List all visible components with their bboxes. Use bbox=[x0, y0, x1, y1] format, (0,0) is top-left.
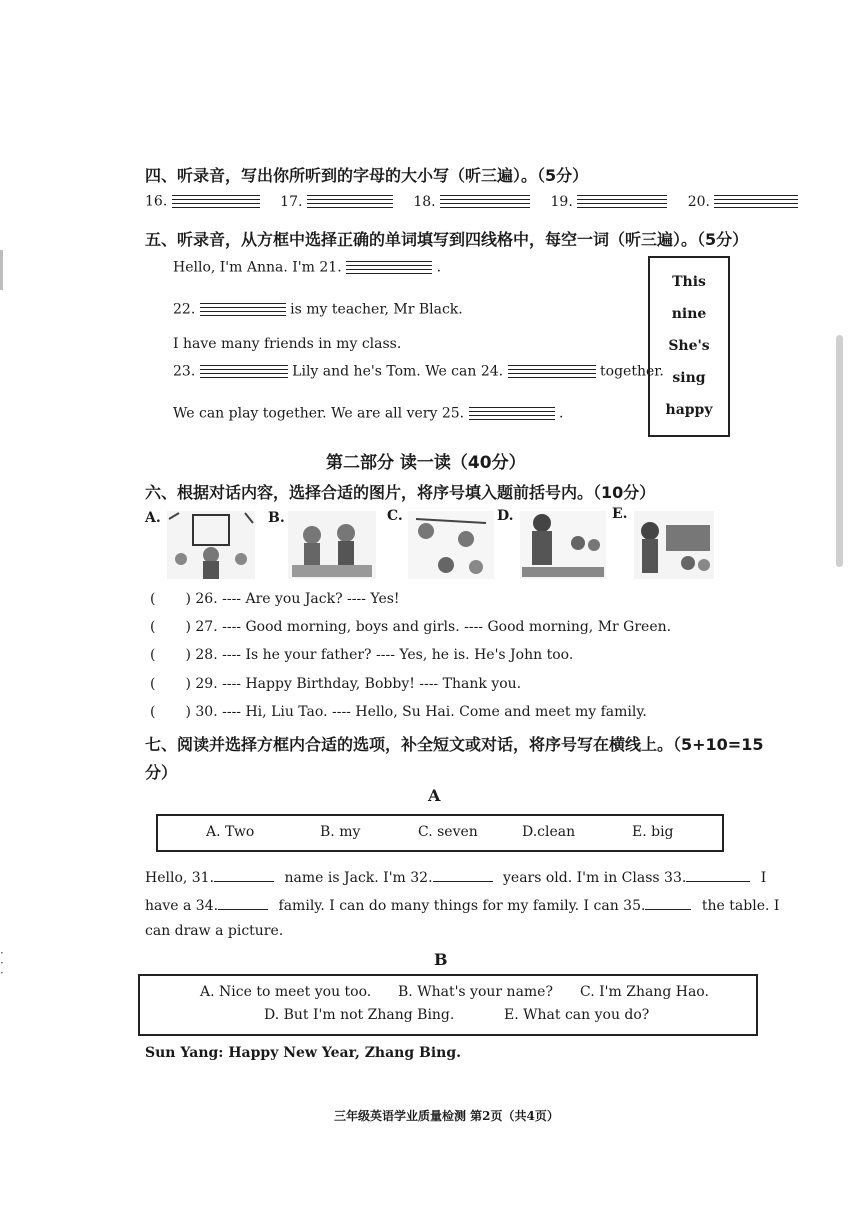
picture-d bbox=[518, 509, 608, 581]
answer-paren-open[interactable]: ( bbox=[150, 676, 156, 692]
blank-32[interactable] bbox=[433, 867, 493, 882]
answer-paren-close: ) bbox=[185, 619, 191, 635]
option-b-e: E. What can you do? bbox=[504, 1007, 650, 1023]
part-a-label: A bbox=[428, 786, 441, 805]
s5-line4-mid: Lily and he's Tom. We can 24. bbox=[292, 363, 504, 380]
picture-e bbox=[632, 509, 716, 581]
part2-title: 第二部分 读一读（40分） bbox=[326, 453, 526, 473]
four-line-grid[interactable] bbox=[200, 300, 286, 319]
word-box bbox=[648, 256, 730, 437]
answer-paren-close: ) bbox=[185, 647, 191, 663]
picture-c bbox=[406, 509, 496, 581]
option-a: A. Two bbox=[206, 824, 255, 840]
option-b: B. my bbox=[320, 824, 361, 840]
blank-34[interactable] bbox=[218, 895, 268, 910]
four-line-grid[interactable] bbox=[307, 192, 393, 211]
answer-paren-open[interactable]: ( bbox=[150, 619, 156, 635]
four-line-grid[interactable] bbox=[577, 192, 667, 211]
s6-question-30 bbox=[150, 704, 647, 720]
s6-question-29 bbox=[150, 676, 521, 692]
four-line-grid[interactable] bbox=[346, 258, 432, 277]
s5-line1-text: Hello, I'm Anna. I'm 21. bbox=[173, 259, 342, 276]
part-a-para-line1 bbox=[145, 867, 766, 886]
section5-header: 五、听录音，从方框中选择正确的单词填写到四线格中，每空一词（听三遍）。（5分） bbox=[145, 230, 749, 249]
option-c: C. seven bbox=[418, 824, 478, 840]
section4-row bbox=[145, 192, 798, 211]
s5-line2-num: 22. bbox=[173, 301, 196, 318]
pic-label-c: C. bbox=[387, 508, 403, 524]
page-footer: 三年级英语学业质量检测 第2页（共4页） bbox=[334, 1109, 559, 1123]
para-text: have a 34. bbox=[145, 898, 219, 914]
part-a-para-line3: can draw a picture. bbox=[145, 923, 284, 939]
section7-header-line2: 分） bbox=[145, 763, 178, 782]
para-text: family. I can do many things for my family. I can 35. bbox=[278, 898, 646, 914]
s5-line4-num: 23. bbox=[173, 363, 196, 380]
section4-header: 四、听录音，写出你所听到的字母的大小写（听三遍）。（5分） bbox=[145, 166, 589, 185]
s5-line3: I have many friends in my class. bbox=[173, 336, 402, 352]
para-text: Hello, 31. bbox=[145, 870, 215, 886]
dialogue-line-1: Sun Yang: Happy New Year, Zhang Bing. bbox=[145, 1045, 462, 1061]
word-option: She's bbox=[668, 338, 710, 354]
question-text: 28. ---- Is he your father? ---- Yes, he is. He's John too. bbox=[195, 647, 574, 663]
option-d: D.clean bbox=[522, 824, 576, 840]
answer-paren-close: ) bbox=[185, 676, 191, 692]
para-text: name is Jack. I'm 32. bbox=[284, 870, 433, 886]
s5-line1-end: . bbox=[436, 259, 442, 276]
item-17: 17. bbox=[280, 193, 303, 210]
option-b-d: D. But I'm not Zhang Bing. bbox=[264, 1007, 455, 1023]
question-text: 27. ---- Good morning, boys and girls. ---- Good morning, Mr Green. bbox=[195, 619, 672, 635]
s5-line2-text: is my teacher, Mr Black. bbox=[290, 301, 463, 318]
pic-label-b: B. bbox=[268, 510, 285, 526]
option-b-a: A. Nice to meet you too. bbox=[200, 984, 372, 1000]
blank-33[interactable] bbox=[686, 867, 750, 882]
four-line-grid[interactable] bbox=[508, 362, 596, 381]
para-text: the table. I bbox=[701, 898, 780, 914]
s5-line4 bbox=[173, 362, 664, 381]
part-a-options-box bbox=[156, 814, 724, 852]
four-line-grid[interactable] bbox=[714, 192, 798, 211]
word-option: sing bbox=[672, 370, 706, 386]
pic-label-e: E. bbox=[612, 506, 628, 522]
s6-question-28 bbox=[150, 647, 573, 663]
answer-paren-close: ) bbox=[185, 591, 191, 607]
four-line-grid[interactable] bbox=[200, 362, 288, 381]
option-e: E. big bbox=[632, 824, 674, 840]
part-b-label: B bbox=[434, 950, 448, 969]
four-line-grid[interactable] bbox=[172, 192, 260, 211]
question-text: 30. ---- Hi, Liu Tao. ---- Hello, Su Hai. Come and meet my family. bbox=[195, 704, 647, 720]
margin-dots: · · · bbox=[0, 946, 4, 980]
s5-line4-end: together. bbox=[600, 363, 664, 380]
s6-question-27 bbox=[150, 619, 671, 635]
item-16: 16. bbox=[145, 193, 168, 210]
blank-35[interactable] bbox=[645, 895, 691, 910]
picture-b bbox=[286, 509, 378, 581]
answer-paren-open[interactable]: ( bbox=[150, 591, 156, 607]
s5-line5 bbox=[173, 404, 563, 423]
s5-line1 bbox=[173, 258, 441, 277]
word-option: happy bbox=[665, 402, 713, 418]
item-19: 19. bbox=[550, 193, 573, 210]
section6-header: 六、根据对话内容，选择合适的图片，将序号填入题前括号内。（10分） bbox=[145, 483, 656, 502]
s5-line5-end: . bbox=[559, 405, 564, 422]
pic-label-d: D. bbox=[497, 508, 514, 524]
answer-paren-open[interactable]: ( bbox=[150, 704, 156, 720]
s6-question-26 bbox=[150, 591, 400, 607]
word-option: This bbox=[672, 274, 706, 290]
blank-31[interactable] bbox=[214, 867, 274, 882]
item-18: 18. bbox=[413, 193, 436, 210]
s5-line5-text: We can play together. We are all very 25. bbox=[173, 405, 465, 422]
pic-label-a: A. bbox=[145, 510, 161, 526]
part-a-para-line2 bbox=[145, 895, 779, 914]
four-line-grid[interactable] bbox=[440, 192, 530, 211]
option-b-b: B. What's your name? bbox=[398, 984, 553, 1000]
part-b-options-box bbox=[138, 974, 758, 1036]
answer-paren-open[interactable]: ( bbox=[150, 647, 156, 663]
s5-line2 bbox=[173, 300, 463, 319]
question-text: 29. ---- Happy Birthday, Bobby! ---- Thank you. bbox=[195, 676, 522, 692]
question-text: 26. ---- Are you Jack? ---- Yes! bbox=[195, 591, 400, 607]
answer-paren-close: ) bbox=[185, 704, 191, 720]
item-20: 20. bbox=[687, 193, 710, 210]
scrollbar[interactable] bbox=[836, 335, 843, 567]
section7-header-line1: 七、阅读并选择方框内合适的选项，补全短文或对话，将序号写在横线上。（5+10=15 bbox=[145, 735, 764, 754]
margin-mark bbox=[0, 250, 3, 290]
para-text: I bbox=[760, 870, 767, 886]
option-b-c: C. I'm Zhang Hao. bbox=[580, 984, 709, 1000]
four-line-grid[interactable] bbox=[469, 404, 555, 423]
para-text: years old. I'm in Class 33. bbox=[503, 870, 687, 886]
picture-a bbox=[165, 509, 257, 581]
word-option: nine bbox=[671, 306, 707, 322]
